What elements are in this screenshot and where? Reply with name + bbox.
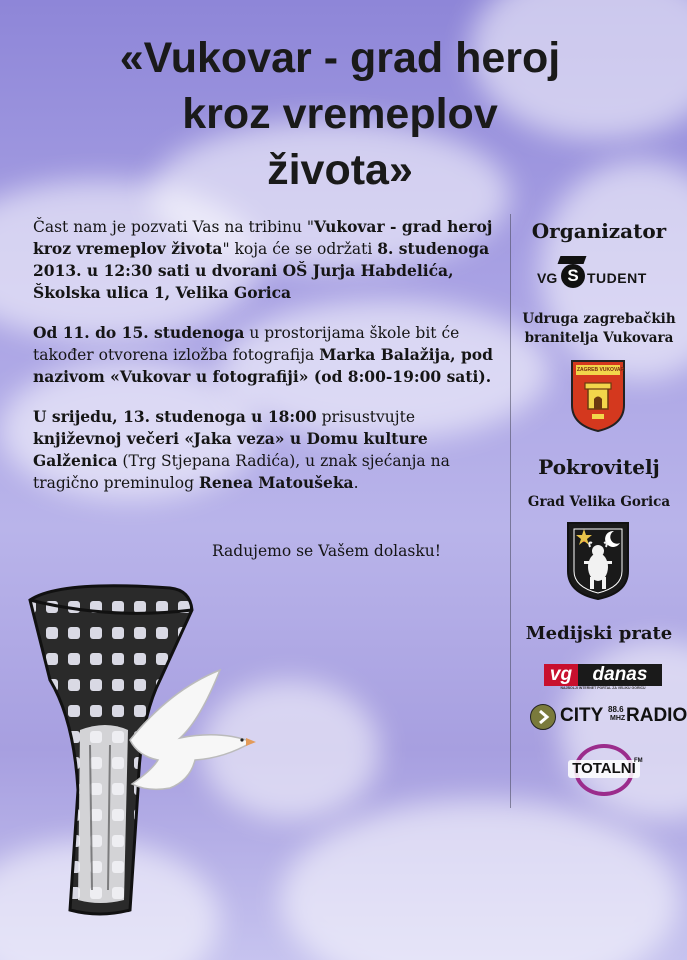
- title-line-2: kroz vremeplov: [182, 90, 498, 138]
- city-freq: 88.6: [608, 705, 624, 714]
- exhibition-text: u prostorijama škole bit će također otvorena izložba fotografija: [33, 324, 460, 364]
- evening-paragraph: [33, 406, 503, 494]
- intro-paragraph: [33, 216, 503, 304]
- exhibition-paragraph: [33, 322, 503, 388]
- divider: [510, 214, 511, 808]
- intro-text-2: " koja će se održati: [222, 240, 378, 258]
- patron-heading: Pokrovitelj: [538, 455, 660, 479]
- organizer-heading: Organizator: [531, 219, 667, 243]
- totalni-fm-logo: [568, 744, 644, 800]
- logo-vg-text: VG: [537, 270, 558, 286]
- evening-text-3: .: [353, 474, 359, 492]
- media-heading: Medijski prate: [525, 623, 673, 644]
- evening-person: Renea Matoušeka: [198, 473, 354, 492]
- exhibition-details: Marka Balažija, pod nazivom «Vukovar u fotografiji» (od 8:00-19:00 sati).: [33, 345, 493, 386]
- zagreb-vukovar-crest: [570, 359, 626, 433]
- city-radio-logo: [530, 703, 687, 731]
- event-description: [33, 216, 503, 512]
- organizer-name: Udruga zagrebačkih branitelja Vukovara: [522, 311, 676, 346]
- radio-text: RADIO: [626, 705, 687, 726]
- logo-tudent-text: TUDENT: [587, 270, 647, 286]
- evening-date: U srijedu, 13. studenoga u 18:00: [33, 407, 317, 426]
- page-title: [40, 30, 640, 198]
- city-mhz: MHZ: [610, 715, 626, 722]
- closing-text: Radujemo se Vašem dolasku!: [212, 542, 441, 560]
- logo-s-circle: [561, 264, 585, 288]
- chevron-right-icon: [531, 705, 555, 729]
- intro-text-1: Čast nam je pozvati Vas na tribinu ": [33, 218, 315, 236]
- velika-gorica-crest: [566, 521, 630, 601]
- totalni-text: TOTALNI: [568, 760, 640, 778]
- title-line-3: života»: [267, 146, 413, 194]
- cloud: [280, 800, 680, 960]
- vg-student-logo: [533, 258, 663, 298]
- vgdanas-tagline: NAJBOLJI INTERNET PORTAL ZA VELIKU GORICU: [560, 686, 646, 690]
- evening-venue: književnoj večeri «Jaka veza» u Domu kulture Galženica: [33, 429, 428, 470]
- title-line-1: «Vukovar - grad heroj: [119, 34, 561, 82]
- evening-text-1: prisustvujte: [316, 408, 415, 426]
- logo-s-letter: S: [567, 266, 579, 285]
- water-tower-illustration: [20, 570, 270, 944]
- play-icon: [530, 704, 556, 730]
- patron-name: Grad Velika Gorica: [527, 494, 671, 510]
- totalni-fm: FM: [634, 758, 643, 764]
- exhibition-dates: Od 11. do 15. studenoga: [33, 323, 245, 342]
- intro-date-location: 8. studenoga 2013. u 12:30 sati u dvorani OŠ Jurja Habdelića, Školska ulica 1, Velika Gorica: [33, 239, 490, 302]
- graduation-cap-icon: [558, 256, 587, 264]
- vgdanas-vg: vg: [544, 664, 578, 686]
- vgdanas-danas: danas: [578, 664, 662, 686]
- crest-text: ZAGREB VUKOVAR: [577, 367, 625, 373]
- ox-crest-icon: [566, 521, 630, 601]
- vgdanas-logo: [544, 664, 662, 692]
- city-text: CITY: [560, 705, 604, 726]
- water-tower-icon: [20, 570, 270, 940]
- evening-text-2: (Trg Stjepana Radića), u znak sjećanja na tragično preminulog: [33, 452, 450, 492]
- intro-event-name: Vukovar - grad heroj kroz vremeplov života: [33, 217, 493, 258]
